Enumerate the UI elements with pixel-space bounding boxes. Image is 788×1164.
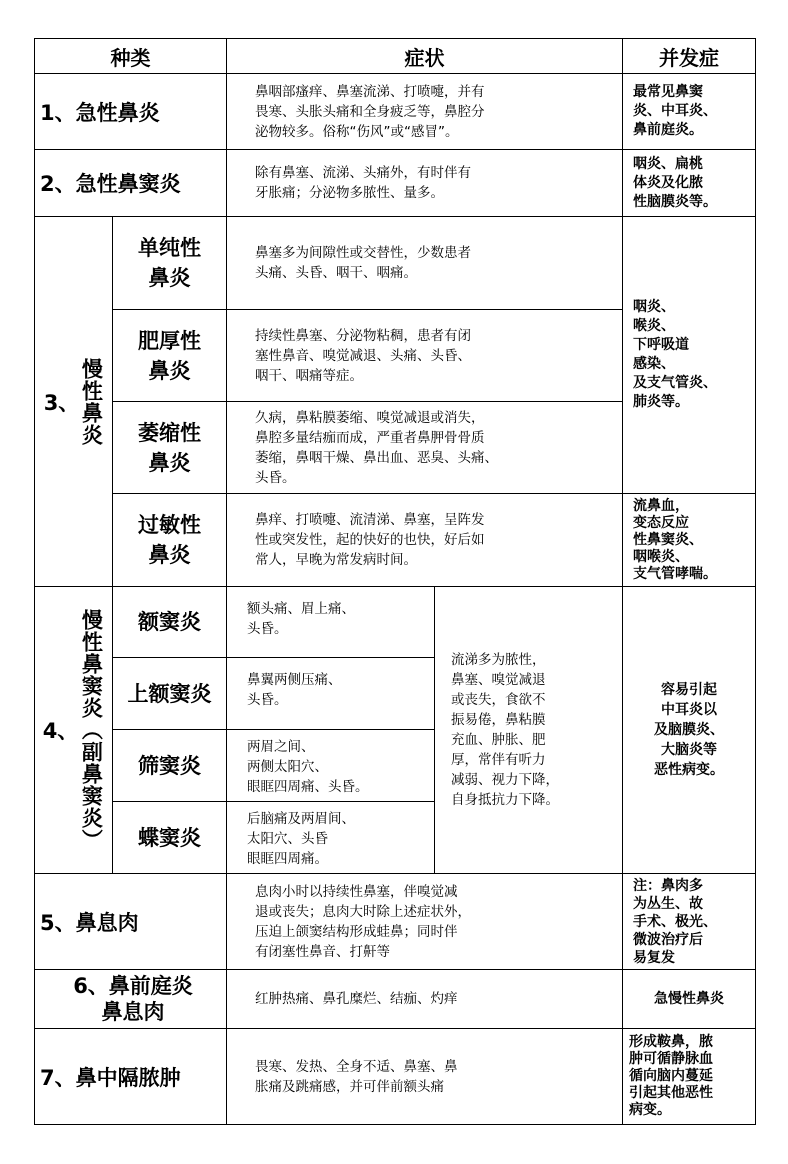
symptoms-cell: 两眉之间、 两侧太阳穴、 眼眶四周痛、头昏。 bbox=[227, 730, 435, 802]
complications-cell: 咽炎、 喉炎、 下呼吸道 感染、 及支气管炎、 肺炎等。 bbox=[623, 217, 756, 494]
group-label: 慢性鼻炎 bbox=[79, 357, 104, 446]
header-complications: 并发症 bbox=[623, 39, 756, 74]
table-row bbox=[35, 587, 756, 658]
group-label: 慢性鼻窦炎（副鼻窦炎） bbox=[79, 609, 104, 851]
complications-cell: 注：鼻肉多 为丛生、故 手术、极光、 微波治疗后 易复发 bbox=[623, 874, 756, 970]
complications-cell: 流鼻血， 变态反应 性鼻窦炎、 咽喉炎、 支气管哮喘。 bbox=[623, 494, 756, 587]
disease-name: 5、鼻息肉 bbox=[35, 874, 227, 970]
header-symptoms: 症状 bbox=[227, 39, 623, 74]
group-cell-chronic-sinusitis bbox=[35, 587, 113, 874]
table-row bbox=[35, 74, 756, 150]
complications-cell: 容易引起 中耳炎以 及脑膜炎、 大脑炎等 恶性病变。 bbox=[623, 587, 756, 874]
table-row bbox=[35, 874, 756, 970]
common-symptoms-cell: 流涕多为脓性， 鼻塞、嗅觉减退 或丧失，食欲不 振易倦，鼻粘膜 充血、肿胀、肥 厚，常伴有听力 减弱、视力下降， 自身抵抗力下降。 bbox=[435, 587, 623, 874]
header-category: 种类 bbox=[35, 39, 227, 74]
complications-cell: 形成鞍鼻，脓 肿可循静脉血 循向脑内蔓延 引起其他恶性 病变。 bbox=[623, 1029, 756, 1125]
symptoms-cell: 红肿热痛、鼻孔糜烂、结痂、灼痒 bbox=[227, 970, 623, 1029]
symptoms-cell: 久病，鼻粘膜萎缩、嗅觉减退或消失， 鼻腔多量结痂而成，严重者鼻胛骨骨质 萎缩，鼻咽干燥、鼻出血、恶臭、头痛、 头昏。 bbox=[227, 402, 623, 494]
header-row bbox=[35, 39, 756, 74]
symptoms-cell: 鼻咽部瘙痒、鼻塞流涕、打喷嚏，并有 畏寒、头胀头痛和全身疲乏等，鼻腔分 泌物较多。俗称“伤风”或“感冒”。 bbox=[227, 74, 623, 150]
group-cell-chronic-rhinitis bbox=[35, 217, 113, 587]
table-row bbox=[35, 150, 756, 217]
complications-cell: 急慢性鼻炎 bbox=[623, 970, 756, 1029]
subtype-name: 过敏性 鼻炎 bbox=[113, 494, 227, 587]
subtype-name: 肥厚性 鼻炎 bbox=[113, 310, 227, 402]
table-row bbox=[35, 494, 756, 587]
symptoms-cell: 后脑痛及两眉间、 太阳穴、头昏 眼眶四周痛。 bbox=[227, 802, 435, 874]
symptoms-cell: 额头痛、眉上痛、 头昏。 bbox=[227, 587, 435, 658]
nasal-disease-table bbox=[34, 38, 756, 1125]
subtype-name: 单纯性 鼻炎 bbox=[113, 217, 227, 310]
symptoms-cell: 息肉小时以持续性鼻塞，伴嗅觉减 退或丧失；息肉大时除上述症状外， 压迫上颌窦结构形成蛙鼻；同时伴 有闭塞性鼻音、打鼾等 bbox=[227, 874, 623, 970]
table-row bbox=[35, 217, 756, 310]
subtype-name: 萎缩性 鼻炎 bbox=[113, 402, 227, 494]
symptoms-cell: 鼻塞多为间隙性或交替性，少数患者 头痛、头昏、咽干、咽痛。 bbox=[227, 217, 623, 310]
disease-name: 6、鼻前庭炎 鼻息肉 bbox=[35, 970, 227, 1029]
symptoms-cell: 持续性鼻塞、分泌物粘稠，患者有闭 塞性鼻音、嗅觉减退、头痛、头昏、 咽干、咽痛等症。 bbox=[227, 310, 623, 402]
disease-name: 1、急性鼻炎 bbox=[35, 74, 227, 150]
symptoms-cell: 畏寒、发热、全身不适、鼻塞、鼻 胀痛及跳痛感，并可伴前额头痛 bbox=[227, 1029, 623, 1125]
group-number: 3、 bbox=[43, 390, 80, 415]
symptoms-cell: 除有鼻塞、流涕、头痛外，有时伴有 牙胀痛；分泌物多脓性、量多。 bbox=[227, 150, 623, 217]
table-row bbox=[35, 1029, 756, 1125]
symptoms-cell: 鼻翼两侧压痛、 头昏。 bbox=[227, 658, 435, 730]
table-row bbox=[35, 970, 756, 1029]
subtype-name: 蝶窦炎 bbox=[113, 802, 227, 874]
group-number: 4、 bbox=[42, 719, 79, 743]
disease-name: 7、鼻中隔脓肿 bbox=[35, 1029, 227, 1125]
subtype-name: 额窦炎 bbox=[113, 587, 227, 658]
symptoms-cell: 鼻痒、打喷嚏、流清涕、鼻塞，呈阵发 性或突发性，起的快好的也快，好后如 常人，早晚为常发病时间。 bbox=[227, 494, 623, 587]
subtype-name: 筛窦炎 bbox=[113, 730, 227, 802]
complications-cell: 咽炎、扁桃 体炎及化脓 性脑膜炎等。 bbox=[623, 150, 756, 217]
subtype-name: 上额窦炎 bbox=[113, 658, 227, 730]
disease-name: 2、急性鼻窦炎 bbox=[35, 150, 227, 217]
complications-cell: 最常见鼻窦 炎、中耳炎、 鼻前庭炎。 bbox=[623, 74, 756, 150]
